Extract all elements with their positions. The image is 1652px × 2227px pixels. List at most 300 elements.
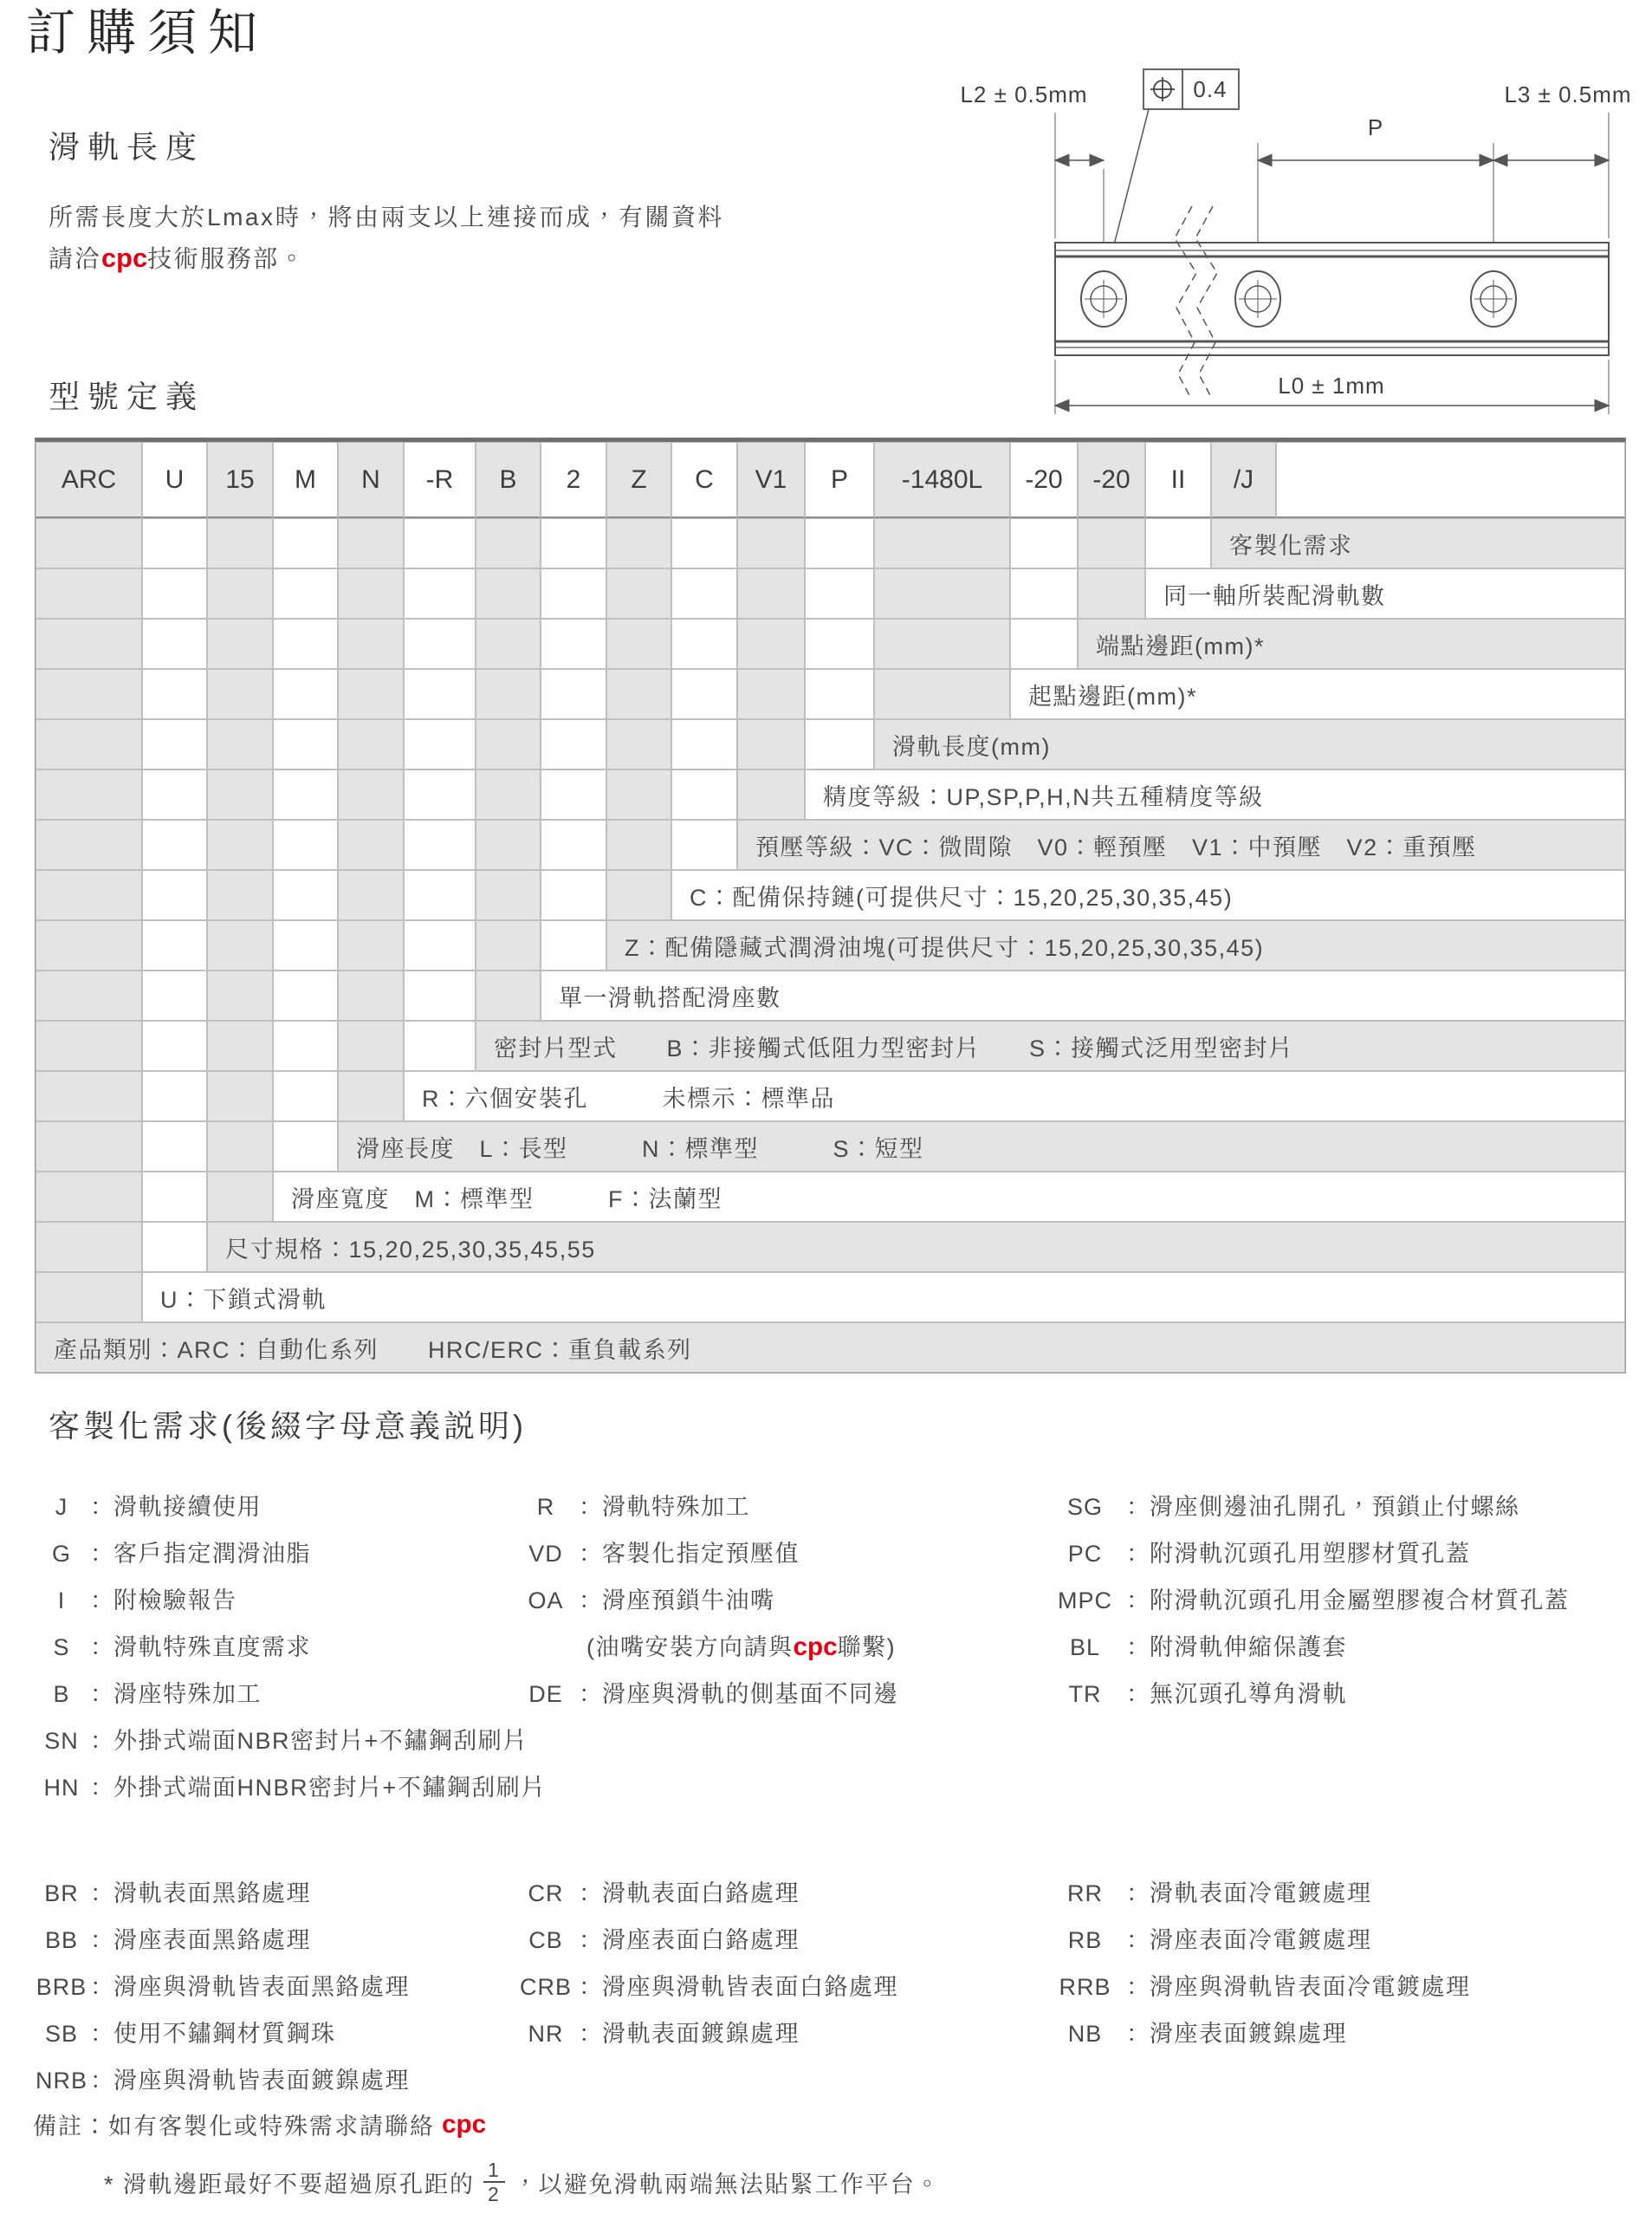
model-column-stripe [338, 619, 404, 669]
suffix-colon: ： [90, 1927, 113, 1953]
model-column-stripe [207, 870, 273, 920]
model-desc-cell: 客製化需求 [1211, 518, 1625, 568]
model-column-stripe [404, 870, 476, 920]
model-column-stripe [737, 769, 805, 820]
suffix-desc-text: 滑軌表面白鉻處理 [602, 1880, 800, 1906]
model-code-cell: P [805, 442, 874, 518]
model-column-stripe [404, 769, 476, 820]
suffix-desc-text: 滑軌表面黑鉻處理 [113, 1880, 311, 1906]
model-code-cell: -20 [1078, 442, 1145, 518]
suffix-desc-subtext [586, 1624, 896, 1671]
dim-l0-label: L0 ± 1mm [1278, 373, 1385, 399]
model-column-stripe [36, 719, 142, 769]
suffix-desc [113, 1964, 410, 2010]
model-column-stripe [273, 920, 338, 971]
suffix-item [1044, 1870, 1471, 1917]
model-column-stripe [36, 920, 142, 971]
model-code-cell: -1480L [874, 442, 1010, 518]
asterisk-note-pre: * 滑軌邊距最好不要超過原孔距的 [104, 2171, 476, 2198]
model-column-stripe [737, 619, 805, 669]
dim-p-label: P [1367, 114, 1384, 140]
suffix-colon: ： [1126, 1541, 1150, 1567]
model-column-stripe [142, 1172, 207, 1222]
model-column-stripe [737, 719, 805, 769]
suffix-block2-col1 [33, 1870, 410, 2104]
model-column-stripe [541, 719, 606, 769]
suffix-code: J [55, 1494, 68, 1520]
model-column-stripe [338, 920, 404, 971]
suffix-item [33, 1671, 546, 1717]
model-column-stripe [273, 1071, 338, 1121]
brand-cpc: cpc [442, 2109, 487, 2139]
model-column-stripe [1010, 568, 1078, 619]
suffix-code: VD [528, 1541, 563, 1567]
model-column-stripe [404, 619, 476, 669]
model-column-stripe [207, 820, 273, 870]
model-column-stripe [671, 719, 737, 769]
suffix-item [1044, 1577, 1570, 1624]
model-desc-cell: 預壓等級：VC：微間隙 V0：輕預壓 V1：中預壓 V2：重預壓 [737, 820, 1625, 870]
rail-body [1055, 243, 1609, 355]
brand-cpc: cpc [793, 1633, 838, 1661]
suffix-colon: ： [90, 1587, 113, 1613]
model-column-stripe [1010, 518, 1078, 568]
model-column-stripe [476, 719, 541, 769]
model-desc-cell: 滑座長度 L：長型 N：標準型 S：短型 [338, 1121, 1625, 1172]
suffix-desc-text: 滑座表面冷電鍍處理 [1150, 1927, 1372, 1953]
suffix-desc [602, 1870, 800, 1917]
model-code-cell: N [338, 442, 404, 518]
model-column-stripe [541, 669, 606, 719]
suffix-item [33, 1917, 410, 1964]
model-column-stripe [142, 619, 207, 669]
suffix-desc [602, 1671, 898, 1717]
suffix-desc-text: 滑座與滑軌皆表面冷電鍍處理 [1150, 1974, 1471, 2000]
model-code-cell: V1 [737, 442, 805, 518]
suffix-item [513, 1577, 898, 1671]
model-column-stripe [541, 820, 606, 870]
suffix-item [1044, 1530, 1570, 1577]
suffix-desc [1150, 1530, 1471, 1577]
model-column-stripe [36, 1021, 142, 1071]
model-column-stripe [338, 1021, 404, 1071]
model-code-cell: II [1145, 442, 1211, 518]
rail-length-paragraph [49, 198, 880, 280]
suffix-sub-post: 聯繫) [837, 1634, 897, 1660]
model-column-stripe [476, 920, 541, 971]
model-column-stripe [142, 719, 207, 769]
model-column-stripe [476, 518, 541, 568]
rail-length-line2-post: 技術服務部。 [147, 245, 307, 273]
suffix-colon: ： [90, 1541, 113, 1567]
model-column-stripe [541, 769, 606, 820]
suffix-desc-text: 使用不鏽鋼材質鋼珠 [113, 2021, 336, 2047]
suffix-desc-text: 滑座側邊油孔開孔，預鎖止付螺絲 [1150, 1494, 1520, 1520]
suffix-code: G [51, 1541, 71, 1567]
suffix-colon: ： [579, 1494, 602, 1520]
model-code-cell: -R [404, 442, 476, 518]
model-column-stripe [606, 619, 671, 669]
model-column-stripe [142, 1121, 207, 1172]
model-column-stripe [273, 820, 338, 870]
model-code-cell: 15 [207, 442, 273, 518]
suffix-code: CRB [519, 1974, 572, 2000]
model-code-cell: U [142, 442, 207, 518]
suffix-desc-text: 附滑軌沉頭孔用塑膠材質孔蓋 [1150, 1541, 1471, 1567]
suffix-desc [113, 1764, 546, 1811]
model-column-stripe [273, 719, 338, 769]
suffix-desc-text: 客戶指定潤滑油脂 [113, 1541, 311, 1567]
model-column-stripe [142, 669, 207, 719]
model-column-stripe [1078, 518, 1145, 568]
suffix-desc-text: 滑座與滑軌皆表面黑鉻處理 [113, 1974, 410, 2000]
model-column-stripe [404, 518, 476, 568]
suffix-desc-text: 滑座與滑軌皆表面鍍鎳處理 [113, 2068, 410, 2094]
suffix-desc [113, 1671, 262, 1717]
model-column-stripe [338, 1071, 404, 1121]
suffix-item [1044, 1917, 1471, 1964]
suffix-desc [1150, 1624, 1347, 1671]
model-desc-cell: 尺寸規格：15,20,25,30,35,45,55 [207, 1222, 1625, 1272]
model-column-stripe [606, 870, 671, 920]
suffix-code: BL [1069, 1634, 1101, 1660]
model-column-stripe [476, 568, 541, 619]
suffix-desc [113, 2010, 336, 2057]
suffix-desc [113, 1917, 311, 1964]
suffix-colon: ： [90, 1775, 113, 1801]
suffix-desc [113, 2057, 410, 2104]
remark-note [33, 2107, 486, 2141]
suffix-code: TR [1068, 1681, 1102, 1707]
suffix-block1-col2 [513, 1484, 898, 1717]
suffix-item [513, 1917, 898, 1964]
suffix-item [1044, 1671, 1570, 1717]
model-column-stripe [273, 769, 338, 820]
model-column-stripe [541, 568, 606, 619]
asterisk-note [104, 2147, 941, 2217]
suffix-code: RRB [1059, 1974, 1111, 2000]
model-desc-cell: 滑軌長度(mm) [874, 719, 1625, 769]
suffix-desc [602, 1964, 898, 2010]
suffix-item [513, 1530, 898, 1577]
suffix-code: DE [528, 1681, 563, 1707]
suffix-item [33, 2057, 410, 2104]
suffix-code: NR [528, 2021, 564, 2047]
model-column-stripe [142, 920, 207, 971]
fraction-numerator: 1 [488, 2158, 501, 2181]
suffix-code: OA [528, 1587, 564, 1613]
suffix-desc [1150, 1577, 1570, 1624]
rail-drawing [927, 61, 1652, 425]
suffix-desc-text: 滑軌接續使用 [113, 1494, 262, 1520]
suffix-section-heading: 客製化需求(後綴字母意義説明) [49, 1408, 527, 1444]
model-column-stripe [338, 820, 404, 870]
suffix-code: R [536, 1494, 555, 1520]
suffix-sub-pre: (油嘴安裝方向請與 [586, 1634, 794, 1660]
model-column-stripe [737, 568, 805, 619]
suffix-block1-col3 [1044, 1484, 1570, 1717]
model-column-stripe [541, 870, 606, 920]
model-column-stripe [36, 1172, 142, 1222]
model-column-stripe [338, 719, 404, 769]
suffix-code: RR [1067, 1880, 1103, 1906]
suffix-desc-text: 附滑軌伸縮保護套 [1150, 1634, 1347, 1660]
suffix-colon: ： [90, 1681, 113, 1707]
model-code-cell: C [671, 442, 737, 518]
model-column-stripe [606, 568, 671, 619]
model-column-stripe [36, 669, 142, 719]
suffix-colon: ： [579, 1974, 602, 2000]
suffix-desc-text: 外掛式端面HNBR密封片+不鏽鋼刮刷片 [113, 1775, 546, 1801]
model-column-stripe [207, 769, 273, 820]
model-desc-cell: 精度等級：UP,SP,P,H,N共五種精度等級 [805, 769, 1625, 820]
model-column-stripe [142, 1222, 207, 1272]
model-column-stripe [404, 669, 476, 719]
model-column-stripe [737, 669, 805, 719]
model-column-stripe [476, 769, 541, 820]
suffix-item [33, 1764, 546, 1811]
model-column-stripe [36, 568, 142, 619]
model-column-stripe [207, 1071, 273, 1121]
model-column-stripe [207, 920, 273, 971]
model-column-stripe [142, 1071, 207, 1121]
suffix-colon: ： [90, 1728, 113, 1754]
model-column-stripe [476, 820, 541, 870]
suffix-desc [113, 1870, 311, 1917]
model-code-cell: ARC [36, 442, 142, 518]
suffix-desc-text: 滑座與滑軌的側基面不同邊 [602, 1681, 898, 1707]
suffix-desc [602, 1917, 800, 1964]
model-column-stripe [36, 619, 142, 669]
model-column-stripe [476, 619, 541, 669]
dim-l3-label: L3 ± 0.5mm [1504, 81, 1632, 107]
model-column-stripe [874, 518, 1010, 568]
suffix-desc-text: 滑軌特殊直度需求 [113, 1634, 311, 1660]
model-column-stripe [606, 518, 671, 568]
suffix-block2-col3 [1044, 1870, 1471, 2057]
model-definition-heading: 型號定義 [49, 379, 205, 414]
model-desc-cell: 滑座寬度 M：標準型 F：法蘭型 [273, 1172, 1625, 1222]
model-desc-cell: Z：配備隱藏式潤滑油塊(可提供尺寸：15,20,25,30,35,45) [606, 920, 1625, 971]
model-column-stripe [142, 820, 207, 870]
model-column-stripe [606, 820, 671, 870]
suffix-code: I [57, 1587, 66, 1613]
model-column-stripe [273, 870, 338, 920]
model-column-stripe [1010, 619, 1078, 669]
model-column-stripe [36, 971, 142, 1021]
suffix-code: NB [1067, 2021, 1103, 2047]
suffix-code: NRB [35, 2068, 87, 2094]
suffix-colon: ： [90, 1494, 113, 1520]
suffix-desc [1150, 1484, 1520, 1530]
model-column-stripe [273, 568, 338, 619]
suffix-item [33, 1870, 410, 1917]
mounting-hole [1235, 271, 1280, 327]
model-column-stripe [338, 769, 404, 820]
suffix-item [33, 1530, 546, 1577]
model-column-stripe [273, 619, 338, 669]
model-column-stripe [273, 971, 338, 1021]
model-desc-cell: 端點邊距(mm)* [1078, 619, 1625, 669]
rail-length-line2-pre: 請洽 [49, 245, 102, 273]
model-column-stripe [207, 669, 273, 719]
suffix-colon: ： [1126, 1494, 1150, 1520]
model-column-stripe [404, 568, 476, 619]
model-column-stripe [476, 971, 541, 1021]
model-column-stripe [404, 971, 476, 1021]
suffix-code: SG [1066, 1494, 1103, 1520]
remark-text: 備註：如有客製化或特殊需求請聯絡 [33, 2113, 435, 2139]
suffix-item [513, 1671, 898, 1717]
suffix-colon: ： [90, 1974, 113, 2000]
model-column-stripe [207, 719, 273, 769]
model-column-stripe [207, 619, 273, 669]
suffix-colon: ： [90, 2068, 113, 2094]
suffix-desc [1150, 2010, 1347, 2057]
model-column-stripe [606, 769, 671, 820]
model-column-stripe [338, 669, 404, 719]
suffix-desc-text: 滑座表面黑鉻處理 [113, 1927, 311, 1953]
suffix-colon: ： [579, 1880, 602, 1906]
fraction-one-half [483, 2159, 505, 2206]
suffix-item [513, 2010, 898, 2057]
suffix-item [1044, 1964, 1471, 2010]
suffix-item [33, 2010, 410, 2057]
suffix-code: CB [528, 1927, 563, 1953]
model-column-stripe [207, 1121, 273, 1172]
model-column-stripe [338, 870, 404, 920]
suffix-desc-text: 附檢驗報告 [113, 1587, 237, 1613]
suffix-item [33, 1717, 546, 1764]
model-column-stripe [338, 971, 404, 1021]
model-column-stripe [207, 518, 273, 568]
model-column-stripe [36, 870, 142, 920]
suffix-desc [113, 1624, 311, 1671]
suffix-code: HN [43, 1775, 80, 1801]
model-desc-cell: 密封片型式 B：非接觸式低阻力型密封片 S：接觸式泛用型密封片 [476, 1021, 1625, 1071]
dim-l2-label: L2 ± 0.5mm [960, 81, 1088, 107]
suffix-colon: ： [579, 1541, 602, 1567]
suffix-desc-text: 滑座預鎖牛油嘴 [602, 1587, 775, 1613]
model-column-stripe [541, 920, 606, 971]
model-column-stripe [142, 1021, 207, 1071]
suffix-code: CR [528, 1880, 564, 1906]
suffix-colon: ： [1126, 1681, 1150, 1707]
suffix-code: B [53, 1681, 70, 1707]
suffix-desc-text: 滑座表面鍍鎳處理 [1150, 2021, 1347, 2047]
suffix-code: RB [1067, 1927, 1103, 1953]
model-column-stripe [273, 1121, 338, 1172]
model-column-stripe [404, 1021, 476, 1071]
model-column-stripe [142, 568, 207, 619]
model-column-stripe [671, 820, 737, 870]
model-code-cell: -20 [1010, 442, 1078, 518]
position-tolerance-box [1108, 69, 1239, 269]
suffix-desc-text: 外掛式端面NBR密封片+不鏽鋼刮刷片 [113, 1728, 528, 1754]
model-desc-cell: U：下鎖式滑軌 [142, 1272, 1625, 1322]
model-desc-cell: 起點邊距(mm)* [1010, 669, 1625, 719]
model-column-stripe [36, 820, 142, 870]
suffix-desc [113, 1717, 528, 1764]
model-column-stripe [874, 669, 1010, 719]
rail-length-heading: 滑軌長度 [49, 129, 205, 165]
model-column-stripe [671, 518, 737, 568]
model-column-stripe [273, 1021, 338, 1071]
model-column-stripe [541, 518, 606, 568]
model-code-cell: M [273, 442, 338, 518]
suffix-desc [586, 1577, 897, 1671]
model-column-stripe [273, 669, 338, 719]
model-column-stripe [671, 568, 737, 619]
model-column-stripe [338, 568, 404, 619]
suffix-colon: ： [90, 1634, 113, 1660]
model-column-stripe [1145, 518, 1211, 568]
model-code-cell: 2 [541, 442, 606, 518]
suffix-desc-text: 無沉頭孔導角滑軌 [1150, 1681, 1347, 1707]
suffix-colon: ： [90, 1880, 113, 1906]
model-desc-cell: C：配備保持鏈(可提供尺寸：15,20,25,30,35,45) [671, 870, 1625, 920]
model-column-stripe [36, 1222, 142, 1272]
suffix-code: BRB [36, 1974, 87, 2000]
suffix-desc [1150, 1671, 1347, 1717]
model-column-stripe [142, 870, 207, 920]
model-column-stripe [606, 669, 671, 719]
suffix-item [513, 1964, 898, 2010]
model-column-stripe [671, 669, 737, 719]
suffix-desc [113, 1530, 311, 1577]
suffix-desc-text: 滑座與滑軌皆表面白鉻處理 [602, 1974, 898, 2000]
suffix-colon: ： [1126, 1880, 1150, 1906]
model-column-stripe [606, 719, 671, 769]
model-desc-cell: 單一滑軌搭配滑座數 [541, 971, 1625, 1021]
suffix-code: S [53, 1634, 70, 1660]
suffix-colon: ： [579, 2021, 602, 2047]
asterisk-note-post: ，以避免滑軌兩端無法貼緊工作平台。 [513, 2171, 941, 2198]
model-column-stripe [476, 870, 541, 920]
model-column-stripe [805, 719, 874, 769]
suffix-item [513, 1484, 898, 1530]
suffix-item [1044, 1624, 1570, 1671]
model-column-stripe [207, 568, 273, 619]
brand-cpc: cpc [101, 243, 148, 274]
tolerance-value: 0.4 [1193, 76, 1228, 102]
suffix-colon: ： [1126, 1927, 1150, 1953]
suffix-desc-text: 滑軌表面鍍鎳處理 [602, 2021, 800, 2047]
model-code-cell-trailing [1276, 442, 1625, 518]
model-column-stripe [273, 518, 338, 568]
model-column-stripe [805, 518, 874, 568]
suffix-desc [602, 1530, 800, 1577]
suffix-desc [113, 1577, 237, 1624]
suffix-item [513, 1870, 898, 1917]
suffix-code: BB [44, 1927, 79, 1953]
model-column-stripe [142, 769, 207, 820]
model-column-stripe [805, 568, 874, 619]
model-table [35, 438, 1626, 1373]
model-column-stripe [207, 1021, 273, 1071]
fraction-denominator: 2 [483, 2181, 505, 2205]
suffix-item [33, 1484, 546, 1530]
suffix-colon: ： [579, 1927, 602, 1953]
model-code-cell: /J [1211, 442, 1276, 518]
model-desc-cell: 產品類別：ARC：自動化系列 HRC/ERC：重負載系列 [36, 1322, 1625, 1373]
suffix-item [33, 1624, 546, 1671]
suffix-desc [113, 1484, 262, 1530]
model-desc-cell: 同一軸所裝配滑軌數 [1145, 568, 1625, 619]
suffix-desc [1150, 1870, 1372, 1917]
suffix-colon: ： [579, 1681, 602, 1707]
model-column-stripe [737, 518, 805, 568]
